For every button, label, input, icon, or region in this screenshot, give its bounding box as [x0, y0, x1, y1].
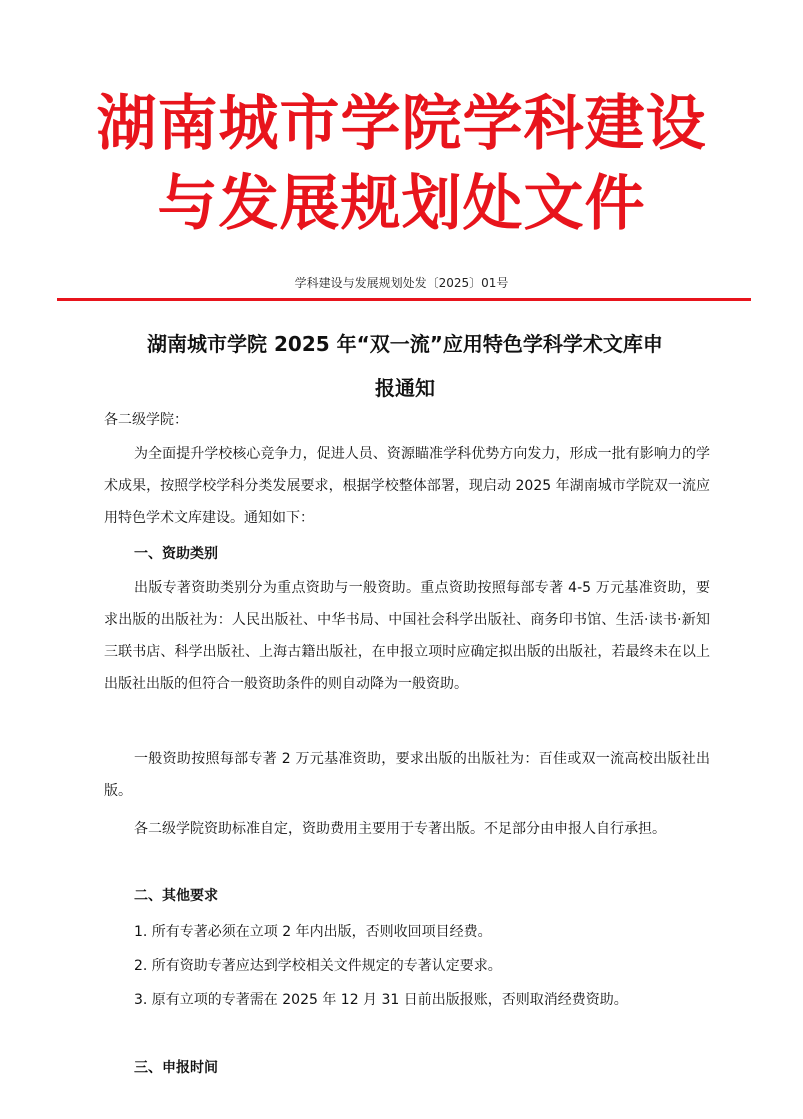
- intro-paragraph: 为全面提升学校核心竞争力，促进人员、资源瞄准学科优势方向发力，形成一批有影响力的学术成果，按照学校学科分类发展要求，根据学校整体部署，现启动 2025 年湖南城市学院双一流应用特色学术文库建设。通知如下：: [104, 446, 710, 526]
- salutation: 各二级学院：: [104, 412, 188, 428]
- section2-item3: 3. 原有立项的专著需在 2025 年 12 月 31 日前出版报账，否则取消经费资助。: [134, 992, 628, 1008]
- section1-paragraph3: 各二级学院资助标准自定，资助费用主要用于专著出版。不足部分由申报人自行承担。: [134, 821, 666, 837]
- red-divider-line: [57, 298, 751, 301]
- notice-title-line1: 湖南城市学院 2025 年“双一流”应用特色学科学术文库申: [147, 332, 663, 356]
- section2-item2: 2. 所有资助专著应达到学校相关文件规定的专著认定要求。: [134, 958, 502, 974]
- section1-heading: 一、资助类别: [134, 546, 218, 562]
- section1-paragraph1: 出版专著资助类别分为重点资助与一般资助。重点资助按照每部专著 4-5 万元基准资助，要求出版的出版社为：人民出版社、中华书局、中国社会科学出版社、商务印书馆、生活·读书·新知三联书店、科学出版社、上海古籍出版社，在申报立项时应确定拟出版的出版社，若最终未在以上出版社出版的但符合一般资助条件的则自动降为一般资助。: [104, 580, 710, 692]
- document-number: 学科建设与发展规划处发〔2025〕01号: [294, 276, 509, 290]
- red-header-title-line2: 与发展规划处文件: [157, 169, 646, 239]
- section3-heading: 三、申报时间: [134, 1060, 218, 1076]
- section2-heading: 二、其他要求: [134, 888, 218, 904]
- red-header-title-line1: 湖南城市学院学科建设: [96, 89, 707, 159]
- notice-title-line2: 报通知: [375, 376, 435, 400]
- section1-paragraph2: 一般资助按照每部专著 2 万元基准资助，要求出版的出版社为：百佳或双一流高校出版社出版。: [104, 751, 710, 799]
- section2-item1: 1. 所有专著必须在立项 2 年内出版，否则收回项目经费。: [134, 924, 492, 940]
